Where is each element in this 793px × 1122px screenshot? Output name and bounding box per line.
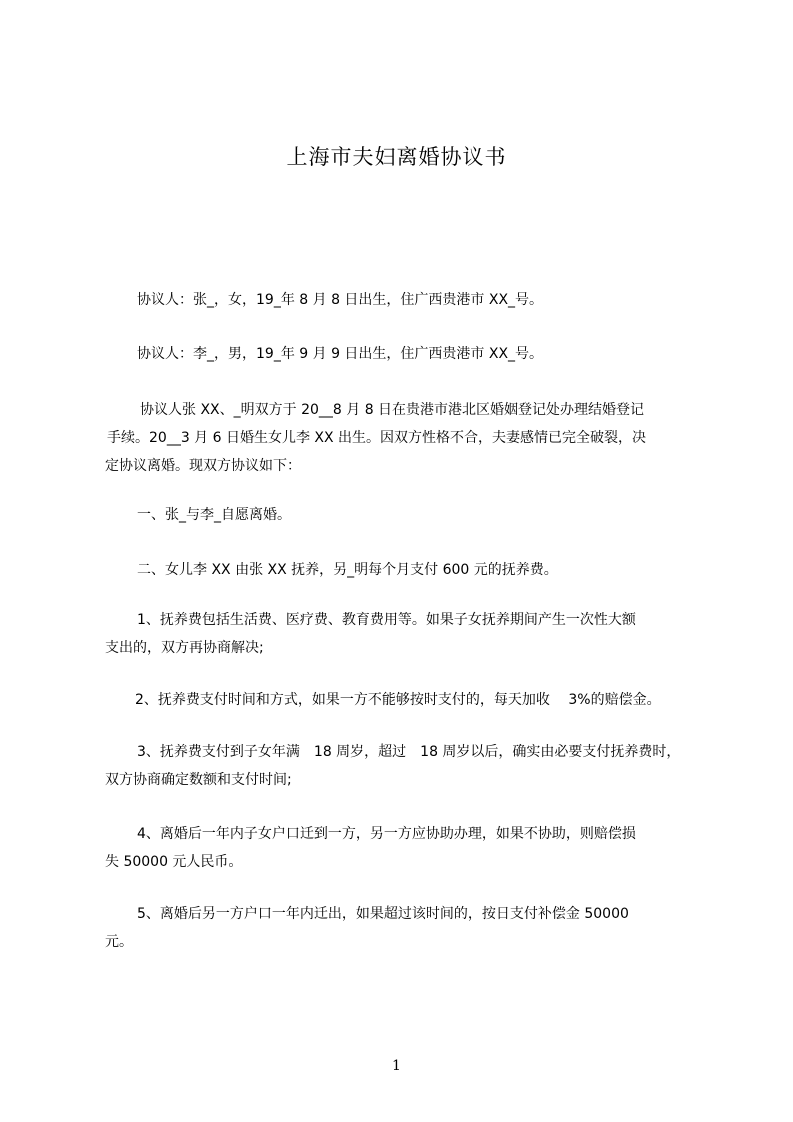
item-4-paragraph [105, 820, 697, 876]
intro-line: 协议人张 XX、_明双方于 20__8 月 8 日在贵港市港北区婚姻登记处办理结婚登记 [140, 402, 645, 418]
item-3-paragraph [105, 738, 697, 794]
item-4-line: 4、离婚后一年内子女户口迁到一方，另一方应协助办理，如果不协助，则赔偿损 [137, 826, 636, 842]
item-5-paragraph [105, 900, 697, 956]
item-4-line: 失 50000 元人民币。 [105, 854, 243, 870]
item-5-line: 元。 [105, 934, 133, 950]
intro-line: 手续。20__3 月 6 日婚生女儿李 XX 出生。因双方性格不合，夫妻感情已完全破裂，决 [107, 430, 647, 446]
party2-paragraph: 协议人：李_，男，19_年 9 月 9 日出生，住广西贵港市 XX_号。 [137, 346, 544, 362]
page-number: 1 [392, 1058, 401, 1074]
clause-1: 一、张_与李_自愿离婚。 [137, 507, 291, 523]
item-1-paragraph [105, 606, 697, 662]
clause-2: 二、女儿李 XX 由张 XX 抚养，另_明每个月支付 600 元的抚养费。 [137, 562, 558, 578]
item-1-line: 1、抚养费包括生活费、医疗费、教育费用等。如果子女抚养期间产生一次性大额 [137, 612, 636, 628]
item-2-line: 2、抚养费支付时间和方式，如果一方不能够按时支付的，每天加收 3%的赔偿金。 [135, 692, 661, 708]
document-title: 上海市夫妇离婚协议书 [286, 145, 507, 169]
party1-paragraph: 协议人：张_，女，19_年 8 月 8 日出生，住广西贵港市 XX_号。 [137, 292, 544, 308]
item-3-line: 双方协商确定数额和支付时间; [105, 772, 292, 788]
intro-line: 定协议离婚。现双方协议如下： [105, 458, 301, 474]
item-2-paragraph [105, 686, 697, 714]
item-3-line: 3、抚养费支付到子女年满 18 周岁，超过 18 周岁以后，确实由必要支付抚养费时， [137, 744, 681, 760]
item-5-line: 5、离婚后另一方户口一年内迁出，如果超过该时间的，按日支付补偿金 50000 [137, 906, 629, 922]
item-1-line: 支出的，双方再协商解决; [105, 640, 264, 656]
intro-paragraph [105, 396, 697, 480]
